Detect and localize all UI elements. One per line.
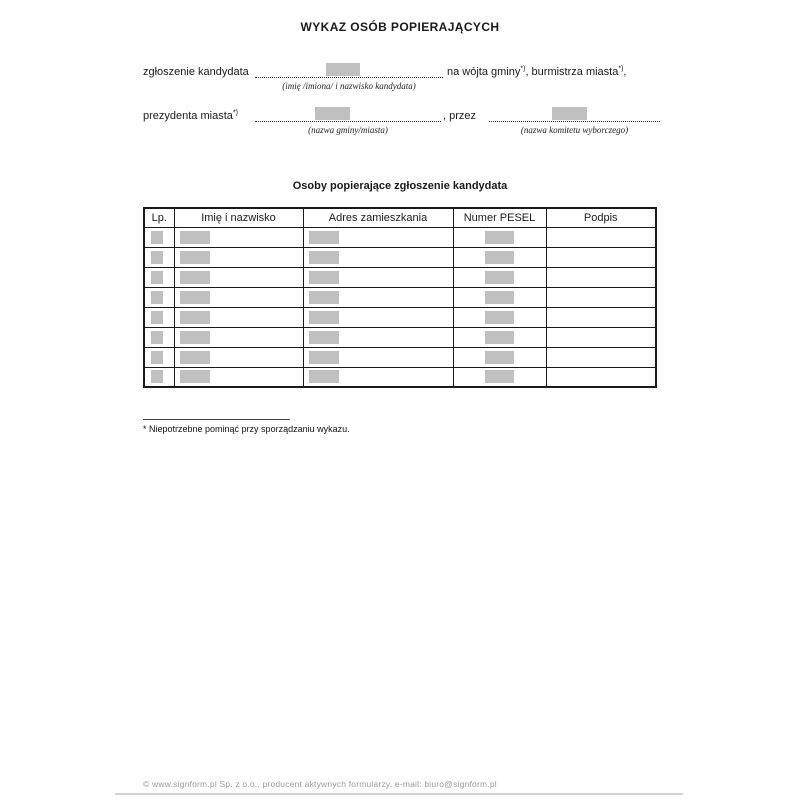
office-options-text: [447, 66, 626, 78]
address-field-placeholder[interactable]: [309, 370, 339, 383]
header-name: Imię i nazwisko: [174, 208, 303, 227]
publisher-credit: © www.signform.pl Sp. z o.o., producent aktywnych formularzy, e-mail: biuro@signform.pl: [143, 779, 497, 789]
table-row: [144, 287, 656, 307]
address-field-placeholder[interactable]: [309, 231, 339, 244]
cell-signature: [546, 267, 656, 287]
cell-pesel: [453, 307, 546, 327]
committee-name-caption: (nazwa komitetu wyborczego): [520, 125, 629, 135]
cell-name: [174, 227, 303, 247]
cell-signature: [546, 247, 656, 267]
support-table-body: [144, 227, 656, 387]
pesel-field-placeholder[interactable]: [485, 331, 514, 344]
footnote-marker: *): [232, 109, 238, 117]
gmina-name-line: [255, 107, 441, 122]
gmina-name-field[interactable]: [315, 107, 350, 120]
header-lp: Lp.: [144, 208, 174, 227]
name-field-placeholder[interactable]: [180, 331, 210, 344]
table-row: [144, 227, 656, 247]
name-field-placeholder[interactable]: [180, 351, 210, 364]
cell-address: [303, 247, 453, 267]
cell-pesel: [453, 227, 546, 247]
cell-address: [303, 267, 453, 287]
committee-name-line: [489, 107, 660, 122]
table-row: [144, 307, 656, 327]
name-field-placeholder[interactable]: [180, 311, 210, 324]
cell-name: [174, 247, 303, 267]
candidate-name-field[interactable]: [326, 63, 360, 76]
table-header-row: [144, 208, 656, 227]
cell-pesel: [453, 347, 546, 367]
name-field-placeholder[interactable]: [180, 291, 210, 304]
cell-pesel: [453, 327, 546, 347]
name-field-placeholder[interactable]: [180, 370, 210, 383]
cell-address: [303, 287, 453, 307]
address-field-placeholder[interactable]: [309, 271, 339, 284]
address-field-placeholder[interactable]: [309, 331, 339, 344]
lp-field-placeholder[interactable]: [151, 311, 163, 324]
address-field-placeholder[interactable]: [309, 311, 339, 324]
lp-field-placeholder[interactable]: [151, 291, 163, 304]
cell-lp: [144, 227, 174, 247]
office-option-burmistrz: , burmistrza miasta: [525, 66, 619, 78]
przez-connector-text: , przez: [443, 110, 477, 122]
header-address: Adres zamieszkania: [303, 208, 453, 227]
cell-lp: [144, 307, 174, 327]
page-bottom-edge: [115, 793, 683, 795]
cell-name: [174, 307, 303, 327]
table-row: [144, 267, 656, 287]
name-field-placeholder[interactable]: [180, 271, 210, 284]
cell-address: [303, 347, 453, 367]
cell-lp: [144, 327, 174, 347]
lp-field-placeholder[interactable]: [151, 251, 163, 264]
footnote-marker: *): [618, 65, 624, 73]
office-option-prezydent: prezydenta miasta: [143, 110, 233, 122]
cell-lp: [144, 267, 174, 287]
cell-address: [303, 227, 453, 247]
lp-field-placeholder[interactable]: [151, 231, 163, 244]
cell-signature: [546, 307, 656, 327]
pesel-field-placeholder[interactable]: [485, 291, 514, 304]
cell-name: [174, 267, 303, 287]
address-field-placeholder[interactable]: [309, 351, 339, 364]
lp-field-placeholder[interactable]: [151, 370, 163, 383]
office-option-prezydent-label: [143, 110, 238, 122]
footnote-text: * Niepotrzebne pominąć przy sporządzaniu wykazu.: [143, 424, 350, 434]
cell-address: [303, 327, 453, 347]
cell-signature: [546, 287, 656, 307]
comma: ,: [623, 66, 627, 78]
pesel-field-placeholder[interactable]: [485, 351, 514, 364]
table-row: [144, 327, 656, 347]
lp-field-placeholder[interactable]: [151, 271, 163, 284]
candidate-name-caption: (imię /imiona/ i nazwisko kandydata): [282, 81, 416, 91]
supporters-table: [143, 207, 657, 388]
footnote-divider: [143, 419, 290, 420]
office-option-wojt: na wójta gminy: [447, 66, 521, 78]
cell-pesel: [453, 367, 546, 387]
cell-name: [174, 287, 303, 307]
cell-signature: [546, 367, 656, 387]
cell-name: [174, 367, 303, 387]
table-row: [144, 347, 656, 367]
cell-pesel: [453, 287, 546, 307]
header-pesel: Numer PESEL: [453, 208, 546, 227]
pesel-field-placeholder[interactable]: [485, 231, 514, 244]
cell-address: [303, 367, 453, 387]
cell-name: [174, 347, 303, 367]
cell-signature: [546, 347, 656, 367]
cell-pesel: [453, 247, 546, 267]
lp-field-placeholder[interactable]: [151, 351, 163, 364]
address-field-placeholder[interactable]: [309, 251, 339, 264]
address-field-placeholder[interactable]: [309, 291, 339, 304]
gmina-name-caption: (nazwa gminy/miasta): [308, 125, 388, 135]
header-signature: Podpis: [546, 208, 656, 227]
cell-lp: [144, 347, 174, 367]
page-title: WYKAZ OSÓB POPIERAJĄCYCH: [300, 20, 500, 34]
pesel-field-placeholder[interactable]: [485, 251, 514, 264]
candidate-name-line: [255, 63, 443, 78]
table-row: [144, 247, 656, 267]
cell-name: [174, 327, 303, 347]
name-field-placeholder[interactable]: [180, 251, 210, 264]
cell-lp: [144, 247, 174, 267]
candidate-declaration-label: zgłoszenie kandydata: [143, 66, 249, 78]
cell-address: [303, 307, 453, 327]
lp-field-placeholder[interactable]: [151, 331, 163, 344]
table-row: [144, 367, 656, 387]
pesel-field-placeholder[interactable]: [485, 271, 514, 284]
pesel-field-placeholder[interactable]: [485, 311, 514, 324]
footnote-marker: *): [520, 65, 526, 73]
name-field-placeholder[interactable]: [180, 231, 210, 244]
cell-lp: [144, 287, 174, 307]
cell-pesel: [453, 267, 546, 287]
supporters-section-heading: Osoby popierające zgłoszenie kandydata: [292, 180, 508, 192]
cell-signature: [546, 327, 656, 347]
cell-lp: [144, 367, 174, 387]
committee-name-field[interactable]: [552, 107, 587, 120]
pesel-field-placeholder[interactable]: [485, 370, 514, 383]
cell-signature: [546, 227, 656, 247]
